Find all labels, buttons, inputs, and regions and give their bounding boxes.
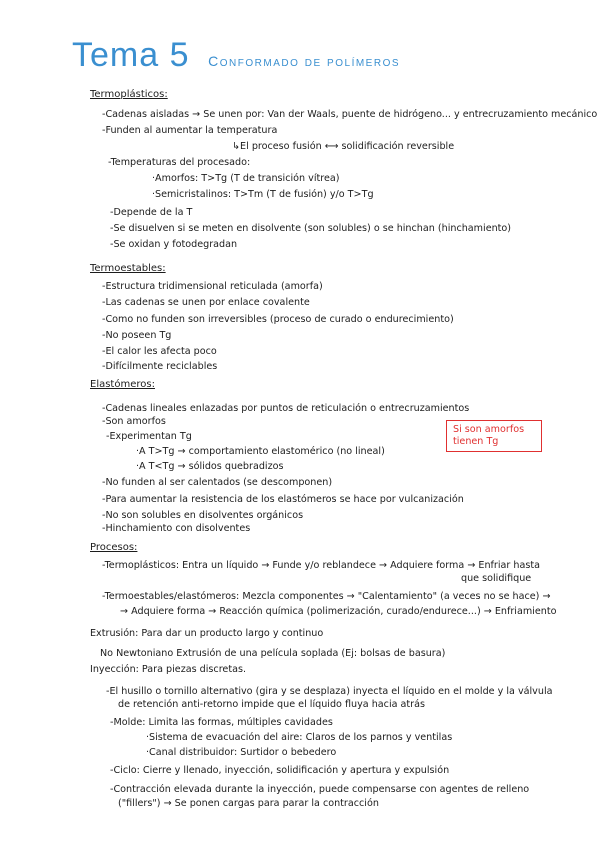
note-line: -El calor les afecta poco [102, 346, 217, 357]
note-line: -Termoestables/elastómeros: Mezcla componentes → "Calentamiento" (a veces no se hace) → [102, 591, 551, 602]
note-line: -Contracción elevada durante la inyección, puede compensarse con agentes de relleno [110, 784, 530, 795]
title-subject: Conformado de polímeros [208, 53, 401, 69]
title-topic-number: Tema 5 [72, 36, 190, 74]
margin-note-line: tienen Tg [453, 436, 499, 447]
section-heading-extrusion: Extrusión: Para dar un producto largo y continuo [90, 628, 324, 639]
section-heading-termoestables: Termoestables: [90, 263, 166, 274]
note-line: -Cadenas lineales enlazadas por puntos de reticulación o entrecruzamientos [102, 403, 470, 414]
note-line: ·Amorfos: T>Tg (T de transición vítrea) [152, 173, 340, 184]
section-heading-elastomeros: Elastómeros: [90, 379, 155, 390]
note-line: ·Canal distribuidor: Surtidor o bebedero [146, 747, 337, 758]
note-line: -Cadenas aisladas → Se unen por: Van der Waals, puente de hidrógeno... y entrecruzamiento mecánico [102, 109, 598, 120]
note-line: ("fillers") → Se ponen cargas para parar la contracción [118, 798, 379, 809]
note-line: -Funden al aumentar la temperatura [102, 125, 278, 136]
note-line: No Newtoniano Extrusión de una película soplada (Ej: bolsas de basura) [100, 648, 446, 659]
note-line: -Experimentan Tg [106, 431, 192, 442]
note-line: de retención anti-retorno impide que el líquido fluya hacia atrás [118, 699, 425, 710]
note-line: -Molde: Limita las formas, múltiples cavidades [110, 717, 333, 728]
margin-note-box [446, 420, 542, 452]
note-line: -No funden al ser calentados (se descomponen) [102, 477, 333, 488]
note-line: ·A T<Tg → sólidos quebradizos [136, 461, 284, 472]
note-line: que solidifique [461, 573, 532, 584]
note-line: -No son solubles en disolventes orgánicos [102, 510, 304, 521]
note-line: ·Sistema de evacuación del aire: Claros de los parnos y ventilas [146, 732, 453, 743]
note-line: ·Semicristalinos: T>Tm (T de fusión) y/o T>Tg [152, 189, 374, 200]
note-line: → Adquiere forma → Reacción química (polimerización, curado/endurece...) → Enfriamiento [120, 606, 557, 617]
note-line: -Hinchamiento con disolventes [102, 523, 251, 534]
section-heading-procesos: Procesos: [90, 542, 138, 553]
section-heading-termoplasticos: Termoplásticos: [90, 89, 168, 100]
note-line: -No poseen Tg [102, 330, 172, 341]
note-line: ·A T>Tg → comportamiento elastomérico (no lineal) [136, 446, 385, 457]
note-line: -Temperaturas del procesado: [108, 157, 251, 168]
page-title [72, 36, 400, 75]
note-line: -Se oxidan y fotodegradan [110, 239, 238, 250]
note-line: -Estructura tridimensional reticulada (amorfa) [102, 281, 323, 292]
note-line: -Depende de la T [110, 207, 193, 218]
note-line: -Son amorfos [102, 416, 166, 427]
note-line: -Ciclo: Cierre y llenado, inyección, solidificación y apertura y expulsión [110, 765, 450, 776]
note-line: -Como no funden son irreversibles (proceso de curado o endurecimiento) [102, 314, 454, 325]
margin-note-line: Si son amorfos [453, 424, 525, 435]
note-line: -Las cadenas se unen por enlace covalente [102, 297, 310, 308]
note-line: -Difícilmente reciclables [102, 361, 218, 372]
note-line: -El husillo o tornillo alternativo (gira y se desplaza) inyecta el líquido en el molde y la válvula [106, 686, 553, 697]
section-heading-inyeccion: Inyección: Para piezas discretas. [90, 664, 247, 675]
note-line: -Termoplásticos: Entra un líquido → Funde y/o reblandece → Adquiere forma → Enfriar hasta [102, 560, 541, 571]
note-line: -Se disuelven si se meten en disolvente (son solubles) o se hinchan (hinchamiento) [110, 223, 512, 234]
note-line: ↳El proceso fusión ⟷ solidificación reversible [232, 141, 455, 152]
note-line: -Para aumentar la resistencia de los elastómeros se hace por vulcanización [102, 494, 464, 505]
